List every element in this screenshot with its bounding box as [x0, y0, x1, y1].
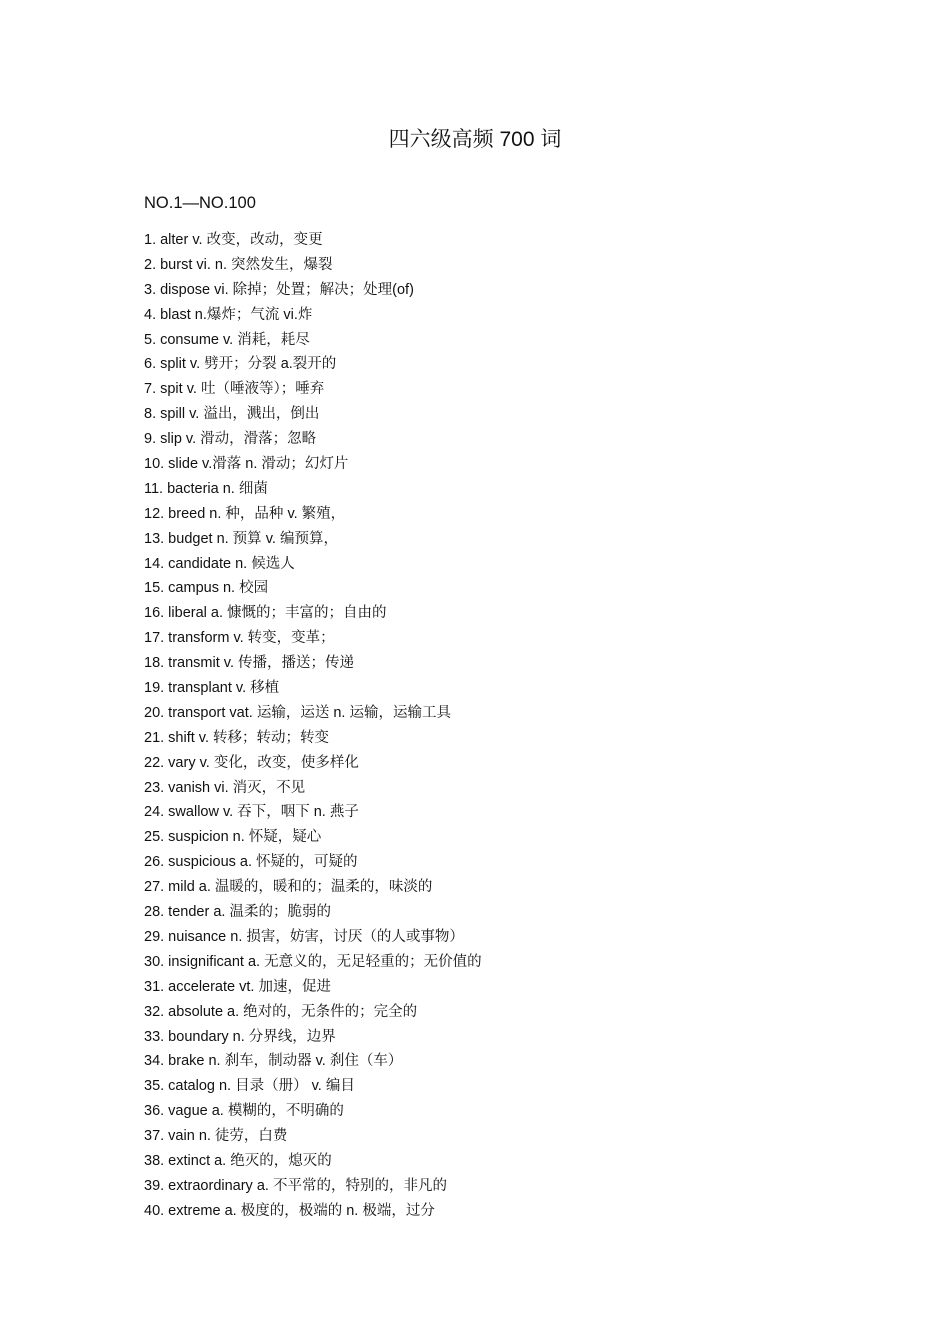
vocabulary-entry: 29. nuisance n. 损害，妨害，讨厌（的人或事物） [144, 928, 464, 945]
vocabulary-entry: 15. campus n. 校园 [144, 580, 269, 597]
vocabulary-entry: 14. candidate n. 候选人 [144, 555, 295, 572]
vocabulary-entry: 31. accelerate vt. 加速，促进 [144, 978, 331, 995]
vocabulary-entry: 19. transplant v. 移植 [144, 680, 280, 697]
vocabulary-entry: 13. budget n. 预算 v. 编预算， [144, 530, 338, 547]
vocabulary-entry: 8. spill v. 溢出，溅出，倒出 [144, 406, 320, 423]
vocabulary-entry: 7. spit v. 吐（唾液等）；唾弃 [144, 381, 325, 398]
vocabulary-entry: 24. swallow v. 吞下，咽下 n. 燕子 [144, 804, 359, 821]
vocabulary-entry: 4. blast n.爆炸；气流 vi.炸 [144, 306, 313, 323]
vocabulary-entry: 17. transform v. 转变，变革； [144, 630, 335, 647]
vocabulary-list [144, 228, 864, 1224]
vocabulary-entry: 21. shift v. 转移；转动；转变 [144, 729, 330, 746]
vocabulary-entry: 6. split v. 劈开；分裂 a.裂开的 [144, 356, 337, 373]
vocabulary-entry: 33. boundary n. 分界线，边界 [144, 1028, 336, 1045]
vocabulary-entry: 39. extraordinary a. 不平常的，特别的，非凡的 [144, 1177, 447, 1194]
vocabulary-entry: 23. vanish vi. 消灭，不见 [144, 779, 306, 796]
vocabulary-entry: 3. dispose vi. 除掉；处置；解决；处理(of) [144, 281, 414, 298]
vocabulary-entry: 40. extreme a. 极度的，极端的 n. 极端，过分 [144, 1202, 435, 1219]
vocabulary-entry: 12. breed n. 种，品种 v. 繁殖， [144, 505, 346, 522]
vocabulary-entry: 26. suspicious a. 怀疑的，可疑的 [144, 854, 358, 871]
vocabulary-entry: 5. consume v. 消耗，耗尽 [144, 331, 310, 348]
vocabulary-entry: 27. mild a. 温暖的，暖和的；温柔的，味淡的 [144, 879, 433, 896]
vocabulary-entry: 2. burst vi. n. 突然发生，爆裂 [144, 256, 333, 273]
vocabulary-entry: 34. brake n. 刹车，制动器 v. 刹住（车） [144, 1053, 403, 1070]
vocabulary-entry: 28. tender a. 温柔的；脆弱的 [144, 904, 331, 921]
vocabulary-entry: 22. vary v. 变化，改变，使多样化 [144, 754, 359, 771]
vocabulary-entry: 1. alter v. 改变，改动，变更 [144, 232, 323, 248]
vocabulary-entry: 25. suspicion n. 怀疑，疑心 [144, 829, 322, 846]
vocabulary-entry: 35. catalog n. 目录（册） v. 编目 [144, 1078, 355, 1095]
vocabulary-entry: 37. vain n. 徒劳，白费 [144, 1128, 288, 1145]
vocabulary-entry: 16. liberal a. 慷慨的；丰富的；自由的 [144, 605, 387, 622]
vocabulary-entry: 10. slide v.滑落 n. 滑动；幻灯片 [144, 456, 349, 473]
vocabulary-entry: 30. insignificant a. 无意义的，无足轻重的；无价值的 [144, 953, 482, 970]
vocabulary-entry: 9. slip v. 滑动，滑落；忽略 [144, 431, 317, 448]
vocabulary-entry: 36. vague a. 模糊的，不明确的 [144, 1103, 344, 1120]
vocabulary-entry: 18. transmit v. 传播，播送；传递 [144, 655, 355, 672]
vocabulary-entry: 38. extinct a. 绝灭的，熄灭的 [144, 1152, 332, 1169]
vocabulary-entry: 11. bacteria n. 细菌 [144, 480, 268, 497]
vocabulary-entry: 32. absolute a. 绝对的，无条件的；完全的 [144, 1003, 418, 1020]
section-heading: NO.1—NO.100 [144, 194, 256, 212]
vocabulary-entry: 20. transport vat. 运输，运送 n. 运输，运输工具 [144, 704, 451, 721]
document-title: 四六级高频 700 词 [388, 128, 562, 151]
